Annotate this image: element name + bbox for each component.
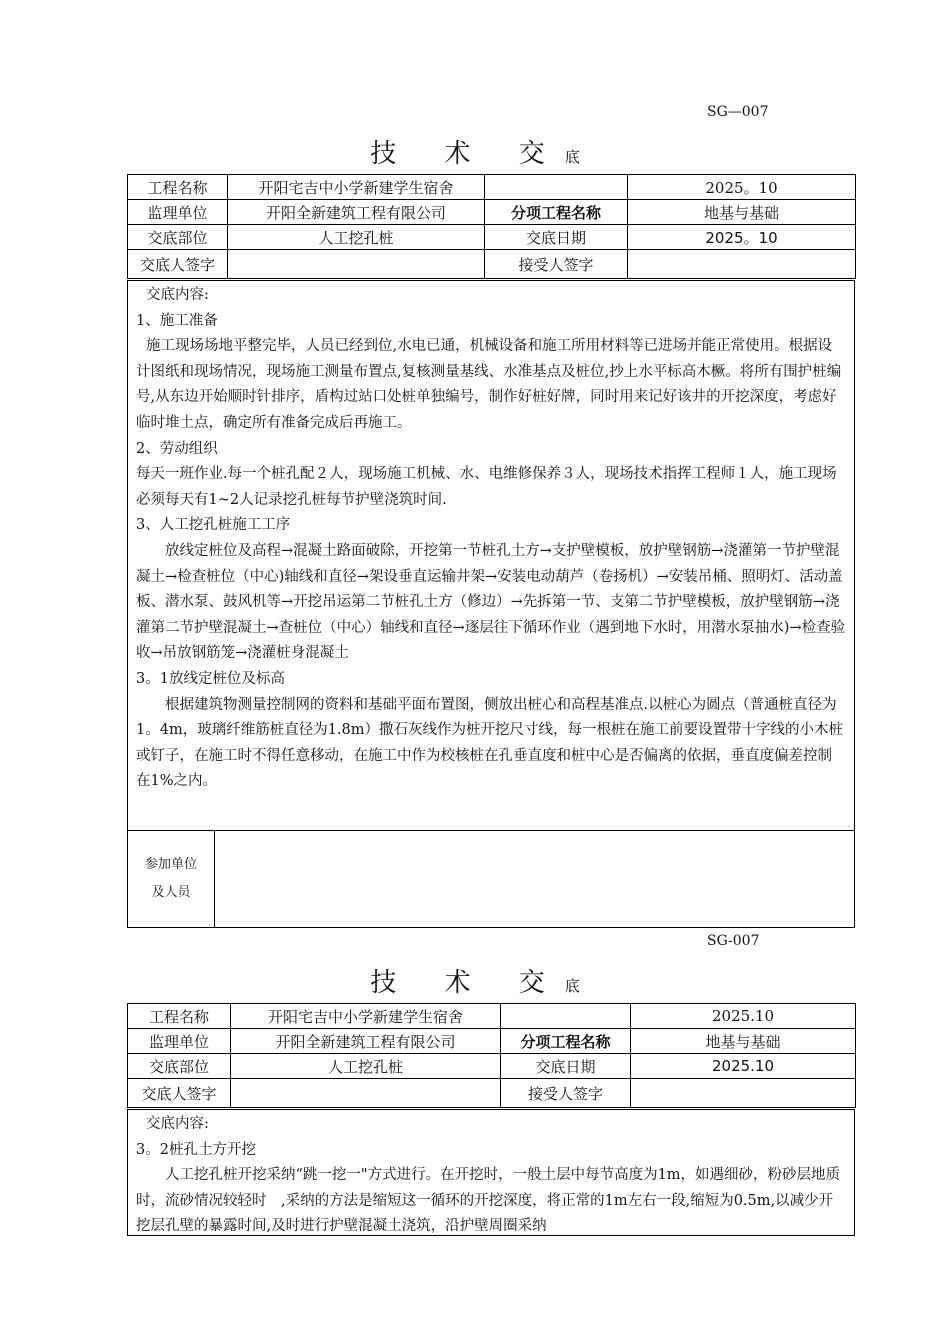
label-project-name: 工程名称 [128,175,228,200]
discloser-sign-field [228,250,485,279]
document-code: SG-007 [707,933,760,949]
empty-cell [485,175,628,200]
paragraph: 放线定桩位及高程→混凝土路面破除，开挖第一节桩孔土方→支护壁模板，放护壁钢筋→浇灌第一节护壁混凝土→检查桩位（中心)轴线和直径→架设垂直运输井架→安装电动葫芦（卷扬机）→安装吊桶、照明灯、活动盖板、潜水泵、鼓风机等→开挖吊运第二节桩孔土方（修边）→先拆第一节、支第二节护壁模板，放护壁钢筋→浇灌第二节护壁混凝土→查桩位（中心）轴线和直径→逐层往下循环作业（遇到地下水时，用潜水泵抽水)→检查验收→吊放钢筋笼→浇灌桩身混凝土 [136,542,846,662]
paragraph: 人工挖孔桩开挖采纳“跳一挖一"方式进行。在开挖时，一般土层中每节高度为1m，如遇细砂，粉砂层地质时，流砂情况较轻时 ,采纳的方法是缩短这一循环的开挖深度，将正常的1m左右一段,缩短为0.5m,以减少开挖层孔壁的暴露时间,及时进行护壁混凝土浇筑，沿护壁周圈采纳 [136,1167,841,1235]
label-part: 交底部位 [128,1054,231,1079]
value-part: 人工挖孔桩 [228,225,485,250]
label-part: 交底部位 [128,225,228,250]
content-header: 交底内容: [146,1116,209,1132]
title-main: 技 术 交 [370,968,565,998]
table-row [128,1029,856,1054]
label-receiver-sign: 接受人签字 [485,250,628,279]
value-date: 2025.10 [631,1054,856,1079]
paragraph: 每天一班作业.每一个桩孔配２人，现场施工机械、水、电维修保养３人，现场技术指挥工程师１人，施工现场必须每天有1~2人记录挖孔桩每节护壁浇筑时间. [136,466,837,508]
value-date: 2025。10 [628,225,856,250]
signoff-label-line2: 及人员 [151,885,191,900]
section-heading: 3、人工挖孔桩施工工序 [136,517,291,534]
section-heading: 1、施工准备 [136,312,218,329]
value-project-name: 开阳宅吉中小学新建学生宿舍 [228,175,485,200]
content-header: 交底内容: [146,287,209,303]
value-project-date: 2025。10 [628,175,856,200]
label-date: 交底日期 [485,225,628,250]
label-supervisor: 监理单位 [128,200,228,225]
header-table [127,1003,856,1108]
label-sub-item: 分项工程名称 [485,200,628,225]
document-title [0,133,950,170]
table-row [128,1079,856,1108]
label-receiver-sign: 接受人签字 [501,1079,631,1108]
section-heading: 3。1放线定桩位及标高 [136,670,285,687]
value-supervisor: 开阳全新建筑工程有限公司 [228,200,485,225]
value-supervisor: 开阳全新建筑工程有限公司 [231,1029,501,1054]
table-row [128,1004,856,1029]
table-row [128,1054,856,1079]
value-project-date: 2025.10 [631,1004,856,1029]
disclosure-content [127,1109,855,1236]
receiver-sign-field [628,250,856,279]
table-row [128,200,856,225]
section-heading: 2、劳动组织 [136,440,218,457]
label-supervisor: 监理单位 [128,1029,231,1054]
table-row [128,225,856,250]
paragraph: 施工现场场地平整完毕，人员已经到位,水电已通，机械设备和施工所用材料等已进场并能正常使用。根据设计图纸和现场情况，现场施工测量布置点,复核测量基线、水准基点及桩位,抄上水平标高木橛。将所有围护桩编号,从东边开始顺时针排序，盾构过站口处桩单独编号，制作好桩好牌，同时用来记好该井的开挖深度，考虑好临时堆土点，确定所有准备完成后再施工。 [136,338,842,431]
receiver-sign-field [631,1079,856,1108]
divider [214,831,215,927]
label-project-name: 工程名称 [128,1004,231,1029]
signoff-label-line1: 参加单位 [144,857,197,872]
disclosure-content [127,280,855,831]
signoff-row [127,830,855,928]
document-code: SG—007 [707,104,769,120]
label-discloser-sign: 交底人签字 [128,250,228,279]
table-row [128,175,856,200]
value-project-name: 开阳宅吉中小学新建学生宿舍 [231,1004,501,1029]
label-date: 交底日期 [501,1054,631,1079]
title-suffix: 底 [564,148,580,166]
label-discloser-sign: 交底人签字 [128,1079,231,1108]
label-sub-item: 分项工程名称 [501,1029,631,1054]
table-row [128,250,856,279]
title-suffix: 底 [564,977,580,995]
value-part: 人工挖孔桩 [231,1054,501,1079]
signoff-label [128,851,214,907]
discloser-sign-field [231,1079,501,1108]
title-main: 技 术 交 [370,139,565,169]
document-title [0,962,950,999]
header-table [127,174,856,279]
value-sub-item: 地基与基础 [631,1029,856,1054]
value-sub-item: 地基与基础 [628,200,856,225]
empty-cell [501,1004,631,1029]
section-heading: 3。2桩孔土方开挖 [136,1141,256,1158]
paragraph: 根据建筑物测量控制网的资料和基础平面布置图，侧放出桩心和高程基准点.以桩心为圆点（普通桩直径为1。4m，玻璃纤维筋桩直径为1.8m）撒石灰线作为桩开挖尺寸线，每一根桩在施工前要设置带十字线的小木桩或钉子，在施工时不得任意移动，在施工中作为校核桩在孔垂直度和桩中心是否偏离的依据，垂直度偏差控制在1%之内。 [136,696,844,790]
